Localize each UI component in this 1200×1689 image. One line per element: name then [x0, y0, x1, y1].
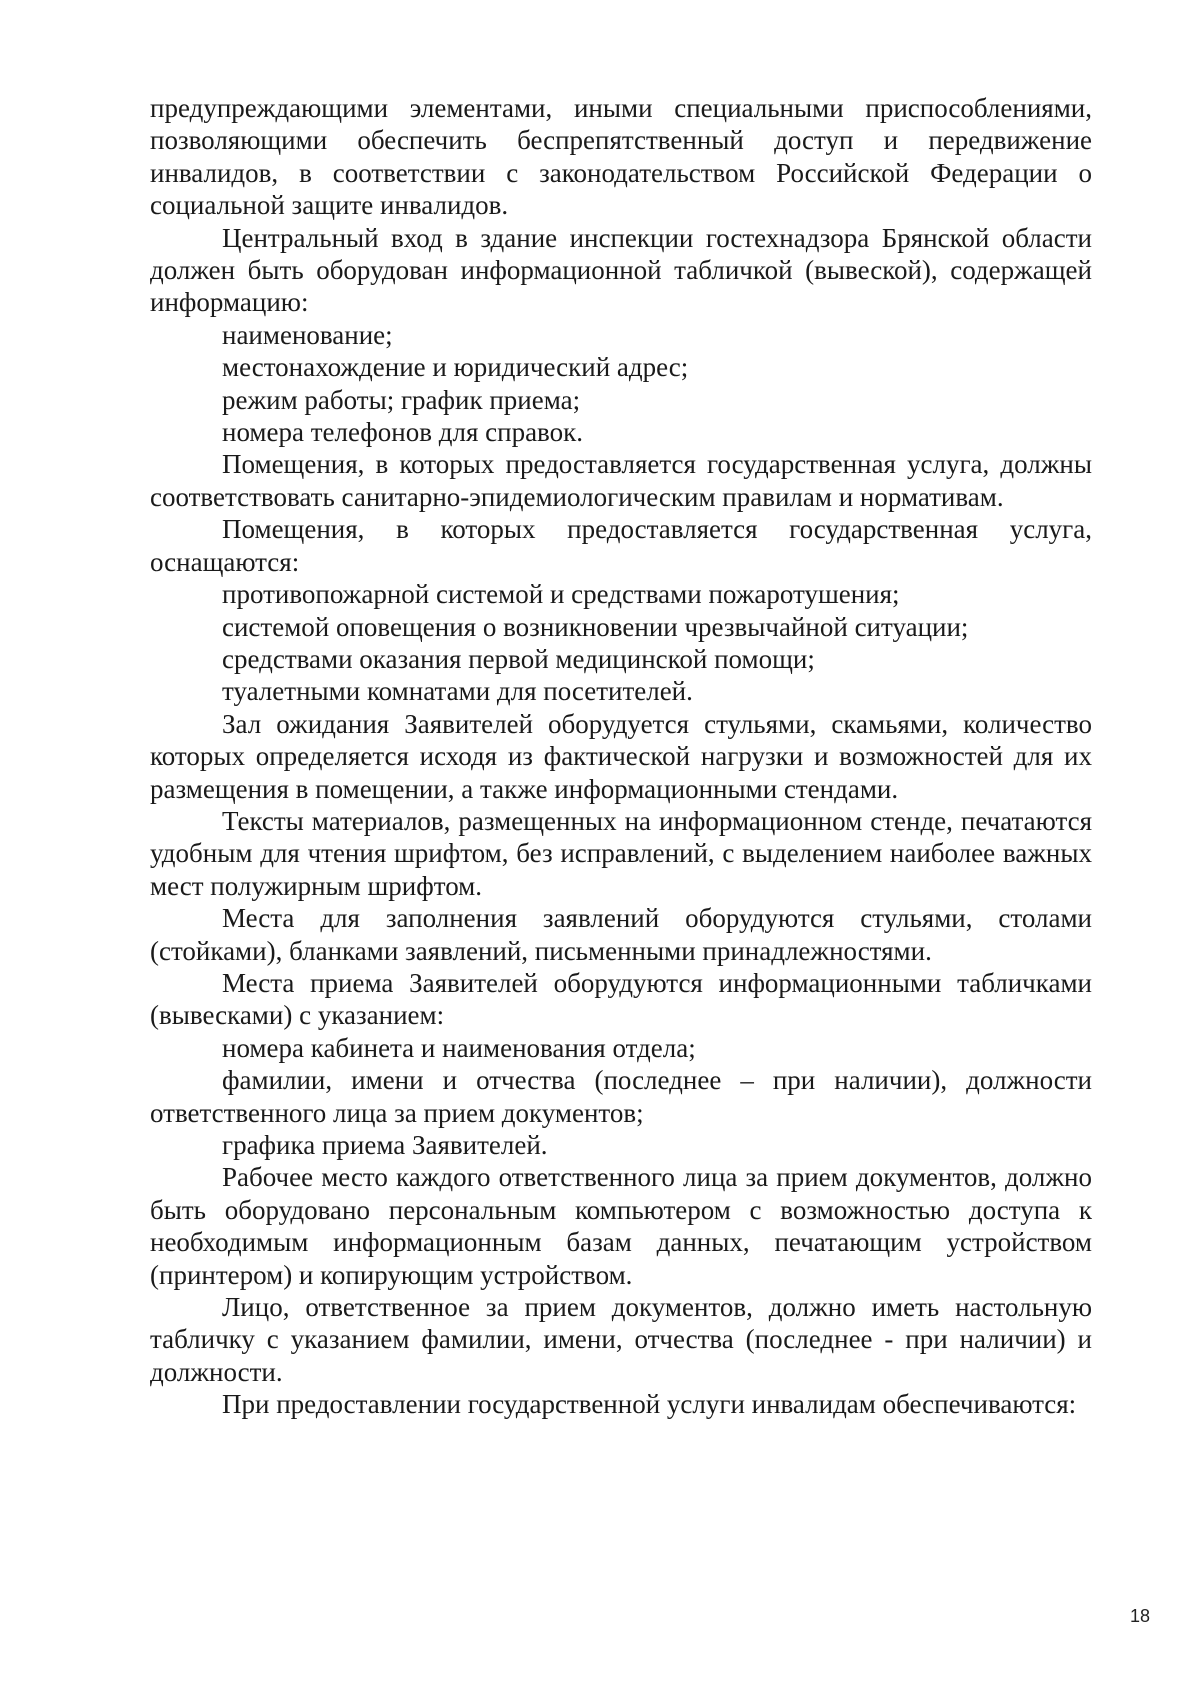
list-item-reception-schedule: графика приема Заявителей. [222, 1130, 548, 1160]
paragraph-workplace: Рабочее место каждого ответственного лица за прием документов, должно быть оборудовано персональным компьютером с возможностью доступа к необходимым информационным базам данных, печатающим устройством (принтером) и копирующим устройством. [150, 1162, 1092, 1290]
list-item-fire-system: противопожарной системой и средствами пожаротушения; [222, 579, 900, 610]
paragraph-waiting-hall: Зал ожидания Заявителей оборудуется стульями, скамьями, количество которых определяется исходя из фактической нагрузки и возможностей для их размещения в помещении, а также информационными стендами. [150, 708, 1092, 804]
list-item-first-aid: средствами оказания первой медицинской помощи; [222, 643, 815, 674]
list-item-schedule: режим работы; график приема; [222, 384, 581, 415]
list-item-room-number: номера кабинета и наименования отдела; [222, 1032, 696, 1063]
paragraph-desk-sign: Лицо, ответственное за прием документов, должно иметь настольную табличку с указанием фамилии, имени, отчества (последнее - при наличии) и должности. [150, 1292, 1092, 1387]
paragraph-disabled-provisions: При предоставлении государственной услуги инвалидам обеспечиваются: [222, 1389, 1077, 1420]
list-item-responsible-person: фамилии, имени и отчества (последнее – при наличии), должности ответственного лица за прием документов; [150, 1065, 1092, 1128]
list-item-toilets: туалетными комнатами для посетителей. [222, 676, 693, 707]
paragraph-entrance-sign: Центральный вход в здание инспекции гостехнадзора Брянской области должен быть оборудован информационной табличкой (вывеской), содержащей информацию: [150, 222, 1092, 318]
paragraph-stand-texts: Тексты материалов, размещенных на информационном стенде, печатаются удобным для чтения шрифтом, без исправлений, с выделением наиболее важных мест полужирным шрифтом. [150, 805, 1092, 901]
document-body [150, 92, 1092, 1421]
paragraph-equipment: Помещения, в которых предоставляется государственная услуга, оснащаются: [150, 514, 1092, 577]
paragraph-reception-signs: Места приема Заявителей оборудуются информационными табличками (вывесками) с указанием: [150, 967, 1092, 1031]
paragraph-accessibility-continuation: предупреждающими элементами, иными специальными приспособлениями, позволяющими обеспечить беспрепятственный доступ и передвижение инвалидов, в соответствии с законодательством Российской Федерации о социальной защите инвалидов. [150, 93, 1092, 221]
paragraph-form-places: Места для заполнения заявлений оборудуются стульями, столами (стойками), бланками заявлений, письменными принадлежностями. [150, 903, 1092, 966]
list-item-name: наименование; [222, 319, 393, 350]
list-item-alert-system: системой оповещения о возникновении чрезвычайной ситуации; [222, 611, 969, 642]
paragraph-sanitary: Помещения, в которых предоставляется государственная услуга, должны соответствовать санитарно-эпидемиологическим правилам и нормативам. [150, 449, 1092, 512]
page-number: 18 [1129, 1606, 1150, 1626]
list-item-phones: номера телефонов для справок. [222, 417, 583, 448]
list-item-address: местонахождение и юридический адрес; [222, 352, 689, 383]
